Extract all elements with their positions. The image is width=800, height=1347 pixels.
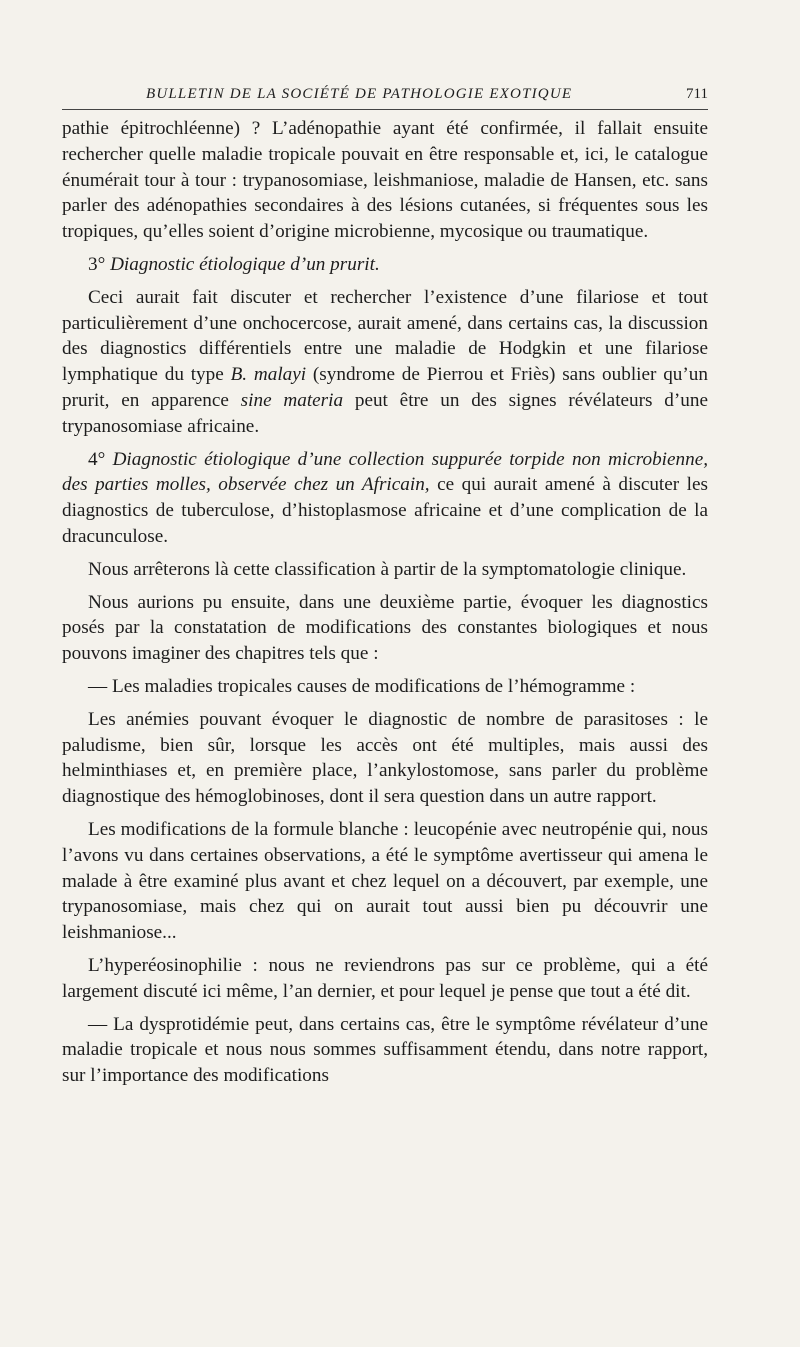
paragraph-7: Les modifications de la formule blanche : leucopénie avec neutropénie qui, nous l’avons vu dans certaines observations, a été le symptôme avertisseur qui amena le malade à être examiné plus avant et chez lequel on a découvert, par exemple, une trypanosomiase, mais chez qui on aurait tout aussi bien pu découvrir une leishmaniose... [62, 818, 708, 944]
species-name: B. malayi [230, 364, 307, 386]
paragraph-2 [62, 285, 708, 440]
page-number: 711 [686, 86, 708, 102]
paragraph-3: Nous arrêterons là cette classification à partir de la symptomatologie clinique. [88, 558, 687, 580]
paragraph-5: — Les maladies tropicales causes de modifications de l’hémogramme : [88, 675, 636, 697]
section-4-number: 4° [88, 448, 106, 470]
paragraph-9: — La dysprotidémie peut, dans certains cas, être le symptôme révélateur d’une maladie tropicale et nous nous sommes suffisamment étendu, dans notre rapport, sur l’importance des modifications [62, 1013, 708, 1087]
journal-title: BULLETIN DE LA SOCIÉTÉ DE PATHOLOGIE EXOTIQUE [146, 86, 573, 102]
article-body [62, 116, 708, 1089]
section-4-text: ce qui aurait amené à discuter les diagnostics de tuberculose, d’histoplasmose africaine et d’une complication de la dracunculose. [62, 474, 708, 547]
section-3-number: 3° [88, 253, 106, 275]
section-3-heading [62, 252, 708, 278]
paragraph-4: Nous aurions pu ensuite, dans une deuxième partie, évoquer les diagnostics posés par la constatation de modifications des constantes biologiques et nous pouvons imaginer des chapitres tels que : [62, 591, 708, 665]
latin-phrase: sine materia [240, 389, 344, 411]
paragraph-2-text-a: Ceci aurait fait discuter et rechercher l’existence d’une filariose et tout particulièrement d’une onchocercose, aurait amené, dans certains cas, la discussion des diagnostics différentiels entre une maladie de Hodgkin et une filariose lymphatique du type [62, 286, 708, 386]
running-header [62, 86, 708, 110]
section-3-title: Diagnostic étiologique d’un prurit. [110, 253, 380, 275]
paragraph-8: L’hyperéosinophilie : nous ne reviendrons pas sur ce problème, qui a été largement discuté ici même, l’an dernier, et pour lequel je pense que tout a été dit. [62, 954, 708, 1002]
section-4-title: Diagnostic étiologique d’une collection suppurée torpide non microbienne, des parties molles, observée chez un Africain, [62, 448, 709, 496]
paragraph-1: pathie épitrochléenne) ? L’adénopathie ayant été confirmée, il fallait ensuite rechercher quelle maladie tropicale pouvait en être responsable et, ici, le catalogue énumérait tour à tour : trypanosomiase, leishmaniose, maladie de Hansen, etc. sans parler des adénopathies secondaires à des lésions cutanées, si fréquentes sous les tropiques, qu’elles soient d’origine microbienne, mycosique ou traumatique. [62, 118, 708, 243]
paragraph-2-text-e: peut être un des signes révélateurs d’une trypanosomiase africaine. [62, 389, 708, 437]
paragraph-6: Les anémies pouvant évoquer le diagnostic de nombre de parasitoses : le paludisme, bien sûr, lorsque les accès ont été multiples, mais aussi des helminthiases et, en première place, l’ankylostomose, sans parler du problème diagnostique des hémoglobinoses, dont il sera question dans un autre rapport. [62, 708, 708, 808]
page [62, 86, 708, 1096]
paragraph-2-text-c: (syndrome de Pierrou et Friès) sans oublier qu’un prurit, en apparence [62, 364, 708, 411]
section-4-heading [62, 447, 708, 550]
